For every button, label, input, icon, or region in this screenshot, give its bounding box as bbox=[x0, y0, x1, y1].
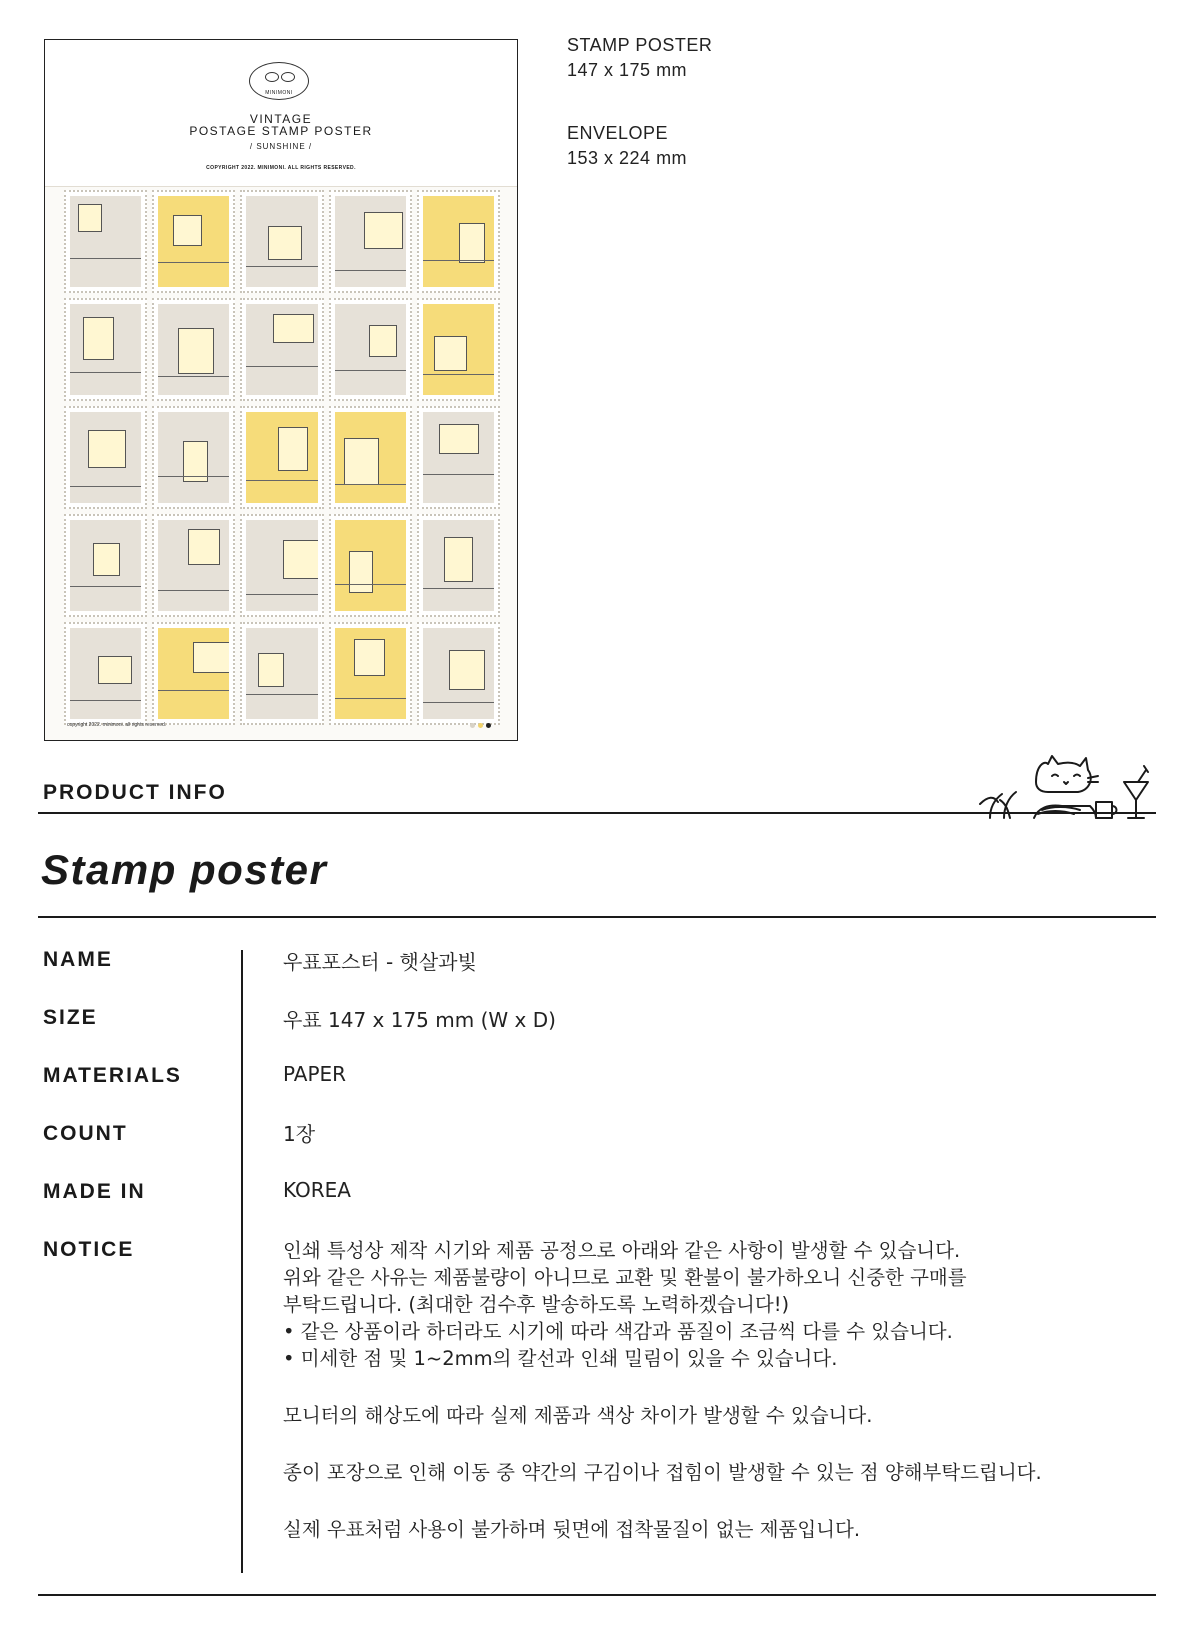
stamp-tile bbox=[417, 514, 500, 617]
poster-subtitle: / SUNSHINE / bbox=[249, 142, 313, 151]
poster-header bbox=[45, 40, 517, 187]
stamp-tile bbox=[240, 514, 323, 617]
notice-text bbox=[283, 1237, 1183, 1543]
notice-line: • 같은 상품이라 하더라도 시기에 따라 색감과 품질이 조금씩 다를 수 있습니다. bbox=[283, 1320, 953, 1343]
stamp-tile bbox=[64, 406, 147, 509]
stamp-tile bbox=[64, 190, 147, 293]
notice-line: 부탁드립니다. (최대한 검수후 발송하도록 노력하겠습니다!) bbox=[283, 1293, 790, 1316]
stamp-spec bbox=[567, 33, 712, 83]
product-info-rule bbox=[38, 812, 1156, 814]
materials-value: PAPER bbox=[283, 1062, 347, 1086]
made-in-value: KOREA bbox=[283, 1178, 351, 1202]
notice-paragraph-packaging: 종이 포장으로 인해 이동 중 약간의 구김이나 접힘이 발생할 수 있는 점 양해부탁드립니다. bbox=[283, 1461, 1042, 1484]
stamp-tile bbox=[64, 622, 147, 725]
notice-line: • 미세한 점 및 1~2mm의 칼선과 인쇄 밀림이 있을 수 있습니다. bbox=[283, 1347, 838, 1370]
name-value: 우표포스터 - 햇살과빛 bbox=[283, 950, 477, 974]
stamp-tile bbox=[329, 622, 412, 725]
notice-paragraph-usage: 실제 우표처럼 사용이 불가하며 뒷면에 접착물질이 없는 제품입니다. bbox=[283, 1518, 861, 1541]
stamp-tile bbox=[64, 514, 147, 617]
title-rule bbox=[38, 916, 1156, 918]
stamp-grid bbox=[64, 190, 500, 725]
stamp-tile bbox=[329, 298, 412, 401]
name-label: NAME bbox=[43, 948, 113, 971]
count-value: 1장 bbox=[283, 1122, 316, 1146]
stamp-tile bbox=[152, 622, 235, 725]
bottom-rule bbox=[38, 1594, 1156, 1596]
stamp-tile bbox=[152, 514, 235, 617]
notice-paragraph-monitor: 모니터의 해상도에 따라 실제 제품과 색상 차이가 발생할 수 있습니다. bbox=[283, 1404, 873, 1427]
stamp-tile bbox=[417, 406, 500, 509]
envelope-spec bbox=[567, 121, 687, 171]
count-label: COUNT bbox=[43, 1122, 128, 1145]
stamp-tile bbox=[417, 298, 500, 401]
product-title: Stamp poster bbox=[41, 846, 328, 893]
cat-reading-illustration bbox=[978, 752, 1156, 820]
stamp-tile bbox=[240, 298, 323, 401]
stamp-spec-size: 147 x 175 mm bbox=[567, 60, 688, 80]
made-in-label: MADE IN bbox=[43, 1180, 146, 1203]
stamp-tile bbox=[64, 298, 147, 401]
envelope-spec-size: 153 x 224 mm bbox=[567, 148, 688, 168]
minimoni-logo: MINIMONI bbox=[249, 62, 309, 100]
poster-title-line1: VINTAGE bbox=[249, 112, 313, 126]
stamp-tile bbox=[329, 406, 412, 509]
product-info-heading: PRODUCT INFO bbox=[43, 781, 227, 804]
poster-footer: copyright 2022. minimoni. all rights reserved. bbox=[67, 722, 167, 728]
stamp-tile bbox=[329, 190, 412, 293]
poster-copyright: COPYRIGHT 2022. MINIMONI. ALL RIGHTS RESERVED. bbox=[206, 165, 356, 171]
materials-label: MATERIALS bbox=[43, 1064, 182, 1087]
size-value: 우표 147 x 175 mm (W x D) bbox=[283, 1008, 556, 1032]
stamp-spec-label: STAMP POSTER bbox=[567, 35, 713, 55]
stamp-tile bbox=[240, 622, 323, 725]
color-dots bbox=[470, 723, 491, 728]
notice-line: 위와 같은 사유는 제품불량이 아니므로 교환 및 환불이 불가하오니 신중한 구매를 bbox=[283, 1266, 967, 1289]
table-divider bbox=[241, 950, 243, 1573]
notice-line: 인쇄 특성상 제작 시기와 제품 공정으로 아래와 같은 사항이 발생할 수 있습니다. bbox=[283, 1239, 961, 1262]
stamp-tile bbox=[152, 190, 235, 293]
stamp-tile bbox=[240, 406, 323, 509]
envelope-spec-label: ENVELOPE bbox=[567, 123, 669, 143]
stamp-tile bbox=[329, 514, 412, 617]
stamp-tile bbox=[152, 298, 235, 401]
notice-label: NOTICE bbox=[43, 1238, 135, 1261]
poster-preview bbox=[44, 39, 518, 741]
poster-title-line2: POSTAGE STAMP POSTER bbox=[189, 124, 373, 138]
stamp-tile bbox=[152, 406, 235, 509]
stamp-tile bbox=[240, 190, 323, 293]
stamp-tile bbox=[417, 622, 500, 725]
size-label: SIZE bbox=[43, 1006, 98, 1029]
stamp-tile bbox=[417, 190, 500, 293]
